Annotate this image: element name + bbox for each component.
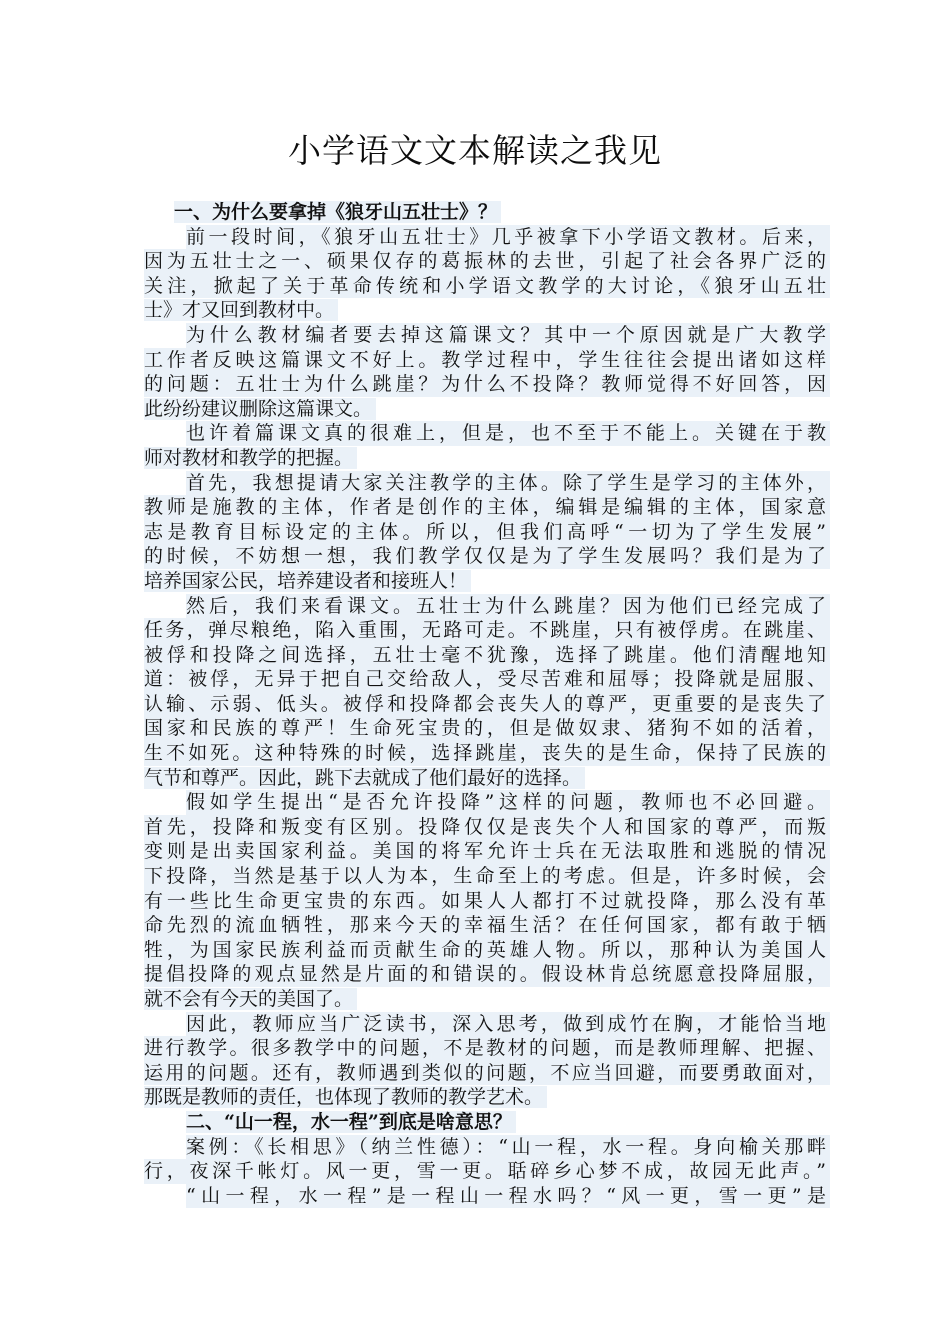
- text-line: [144, 1085, 830, 1110]
- text-line: [144, 1012, 830, 1037]
- text-line: [144, 815, 830, 840]
- text-line-content: 变则是出卖国家利益。美国的将军允许士兵在无法取胜和逃脱的情况: [144, 839, 830, 864]
- text-line-content: 因此，教师应当广泛读书，深入思考，做到成竹在胸，才能恰当地: [186, 1012, 830, 1037]
- section-heading: [144, 1110, 830, 1135]
- text-line: [144, 938, 830, 963]
- text-line: [144, 520, 830, 545]
- text-line: [144, 962, 830, 987]
- text-line: [144, 1159, 830, 1184]
- text-line: [144, 741, 830, 766]
- text-line: [144, 323, 830, 348]
- text-line: [144, 544, 830, 569]
- text-line-content: 道：被俘，无异于把自己交给敌人，受尽苦难和屈辱；投降就是屈服、: [144, 667, 830, 692]
- text-line-content: 士》才又回到教材中。: [144, 299, 338, 321]
- text-line-content: 生不如死。这种特殊的时候，选择跳崖，丧失的是生命，保持了民族的: [144, 741, 830, 766]
- text-line-content: 教师是施教的主体，作者是创作的主体，编辑是编辑的主体，国家意: [144, 495, 830, 520]
- text-line-content: 被俘和投降之间选择，五壮士毫不犹豫，选择了跳崖。他们清醒地知: [144, 643, 830, 668]
- text-line-content: 然后，我们来看课文。五壮士为什么跳崖？因为他们已经完成了: [186, 594, 830, 619]
- text-line: [144, 446, 830, 471]
- text-line-content: 案例：《长相思》（纳兰性德）：“山一程，水一程。身向榆关那畔: [186, 1135, 830, 1160]
- section-heading-text: 二、“山一程，水一程”到底是啥意思？: [186, 1111, 516, 1133]
- text-line: [144, 1184, 830, 1209]
- text-line: [144, 594, 830, 619]
- text-line-content: 任务，弹尽粮绝，陷入重围，无路可走。不跳崖，只有被俘虏。在跳崖、: [144, 618, 830, 643]
- text-line-content: 此纷纷建议删除这篇课文。: [144, 398, 376, 420]
- text-line-content: 假如学生提出“是否允许投降”这样的问题，教师也不必回避。: [186, 790, 830, 815]
- text-line: [144, 913, 830, 938]
- text-line-content: 有一些比生命更宝贵的东西。如果人人都打不过就投降，那么没有革: [144, 889, 830, 914]
- text-line-content: 牲，为国家民族利益而贡献生命的英雄人物。所以，那种认为美国人: [144, 938, 830, 963]
- text-line: [144, 618, 830, 643]
- text-line: [144, 274, 830, 299]
- text-line-content: 为什么教材编者要去掉这篇课文？其中一个原因就是广大教学: [186, 323, 830, 348]
- page-title: 小学语文文本解读之我见: [288, 131, 662, 170]
- text-line-content: 师对教材和教学的把握。: [144, 447, 357, 469]
- document-body: [144, 200, 830, 1208]
- section-heading-text: 一、为什么要拿掉《狼牙山五壮士》？: [174, 201, 501, 223]
- text-line-content: 命先烈的流血牺牲，那来今天的幸福生活？在任何国家，都有敢于牺: [144, 913, 830, 938]
- text-line: [144, 1036, 830, 1061]
- text-line-content: 进行教学。很多教学中的问题，不是教材的问题，而是教师理解、把握、: [144, 1036, 830, 1061]
- text-line-content: 认输、示弱、低头。被俘和投降都会丧失人的尊严，更重要的是丧失了: [144, 692, 830, 717]
- text-line: [144, 421, 830, 446]
- text-line-content: 培养国家公民，培养建设者和接班人！: [144, 570, 471, 592]
- text-line-content: 运用的问题。还有，教师遇到类似的问题，不应当回避，而要勇敢面对，: [144, 1061, 830, 1086]
- text-line: [144, 864, 830, 889]
- text-line-content: 提倡投降的观点显然是片面的和错误的。假设林肯总统愿意投降屈服，: [144, 962, 830, 987]
- text-line: [144, 397, 830, 422]
- text-line: [144, 249, 830, 274]
- text-line: [144, 839, 830, 864]
- text-line-content: 首先，我想提请大家关注教学的主体。除了学生是学习的主体外，: [186, 471, 830, 496]
- text-line-content: 下投降，当然是基于以人为本，生命至上的考虑。但是，许多时候，会: [144, 864, 830, 889]
- text-line-content: 气节和尊严。因此，跳下去就成了他们最好的选择。: [144, 767, 585, 789]
- text-line: [144, 495, 830, 520]
- text-line-content: 也许着篇课文真的很难上，但是，也不至于不能上。关键在于教: [186, 421, 830, 446]
- text-line: [144, 372, 830, 397]
- text-line: [144, 298, 830, 323]
- text-line-content: 工作者反映这篇课文不好上。教学过程中，学生往往会提出诸如这样: [144, 348, 830, 373]
- text-line: [144, 987, 830, 1012]
- text-line-content: 国家和民族的尊严！生命死宝贵的，但是做奴隶、猪狗不如的活着，: [144, 716, 830, 741]
- text-line: [144, 716, 830, 741]
- text-line-content: 关注，掀起了关于革命传统和小学语文教学的大讨论，《狼牙山五壮: [144, 274, 830, 299]
- text-line: [144, 692, 830, 717]
- text-line-content: 行，夜深千帐灯。风一更，雪一更。聒碎乡心梦不成，故园无此声。”: [144, 1159, 830, 1184]
- text-line: [144, 643, 830, 668]
- text-line-content: 前一段时间，《狼牙山五壮士》几乎被拿下小学语文教材。后来，: [186, 225, 830, 250]
- text-line-content: 就不会有今天的美国了。: [144, 988, 357, 1010]
- text-line-content: 志是教育目标设定的主体。所以，但我们高呼“一切为了学生发展”: [144, 520, 830, 545]
- text-line: [144, 766, 830, 791]
- text-line-content: 那既是教师的责任，也体现了教师的教学艺术。: [144, 1086, 547, 1108]
- text-line: [144, 1135, 830, 1160]
- text-line-content: 因为五壮士之一、硕果仅存的葛振林的去世，引起了社会各界广泛的: [144, 249, 830, 274]
- text-line-content: 的时候，不妨想一想，我们教学仅仅是为了学生发展吗？我们是为了: [144, 544, 830, 569]
- text-line-content: “山一程，水一程”是一程山一程水吗？“风一更，雪一更”是: [186, 1184, 830, 1209]
- text-line: [144, 790, 830, 815]
- section-heading: [144, 200, 830, 225]
- text-line: [144, 471, 830, 496]
- text-line: [144, 889, 830, 914]
- text-line: [144, 348, 830, 373]
- text-line: [144, 667, 830, 692]
- text-line-content: 的问题：五壮士为什么跳崖？为什么不投降？教师觉得不好回答，因: [144, 372, 830, 397]
- text-line: [144, 225, 830, 250]
- text-line: [144, 569, 830, 594]
- text-line-content: 首先，投降和叛变有区别。投降仅仅是丧失个人和国家的尊严，而叛: [144, 815, 830, 840]
- text-line: [144, 1061, 830, 1086]
